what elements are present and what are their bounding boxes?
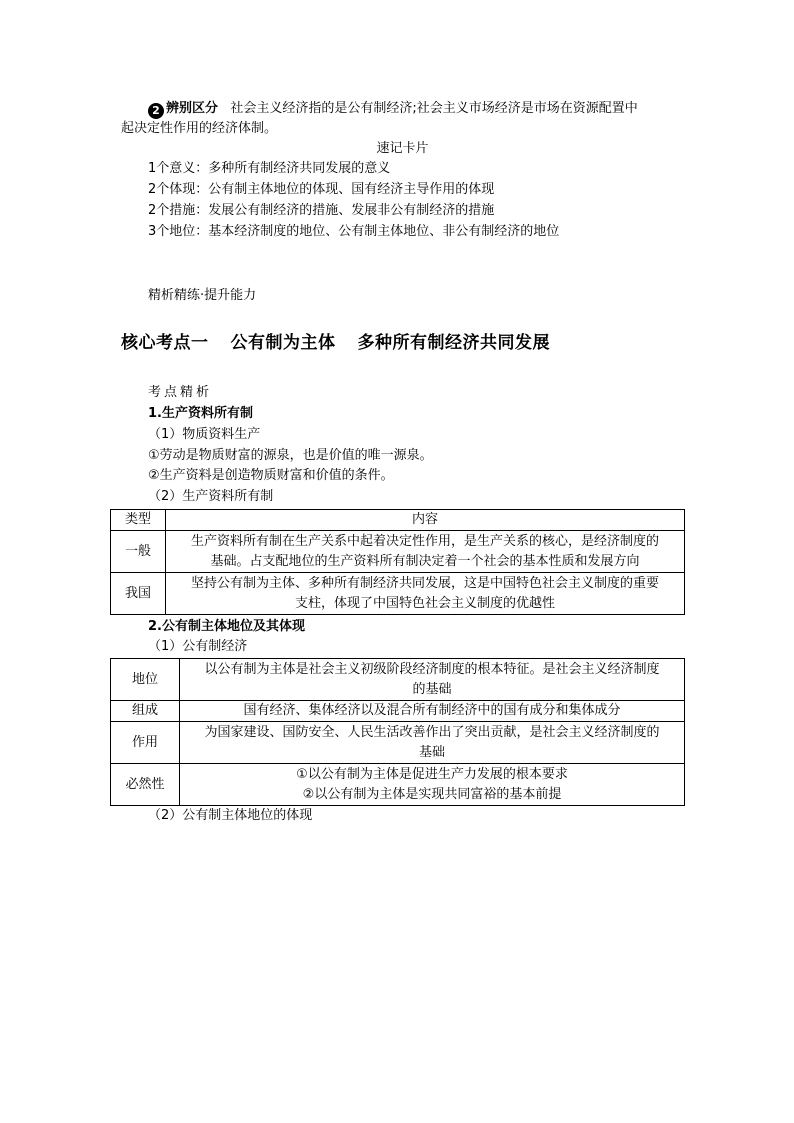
- table-row: [111, 659, 685, 701]
- sub-heading-3: （1）公有制经济: [148, 639, 248, 654]
- public-ownership-table: [110, 658, 685, 806]
- table-content-cell: [166, 531, 685, 573]
- table-header-cell: 类型: [111, 510, 166, 531]
- content-line: 为国家建设、国防安全、人民生活改善作出了突出贡献，是社会主义经济制度的: [204, 724, 660, 740]
- content-line: 支柱，体现了中国特色社会主义制度的优越性: [294, 595, 555, 611]
- table-content-cell: [180, 701, 685, 722]
- number-badge: 2: [148, 103, 164, 119]
- intro-line-2: 起决定性作用的经济体制。: [121, 121, 278, 136]
- intro-label: 辨别区分: [166, 101, 219, 116]
- table-type-cell: 我国: [111, 573, 166, 615]
- memory-card-line: 2个体现：公有制主体地位的体现、国有经济主导作用的体现: [148, 182, 495, 197]
- memory-card-title: 速记卡片: [376, 141, 429, 156]
- table-row: [111, 764, 685, 806]
- core-title-part2: 公有制为主体: [230, 333, 336, 353]
- sub-heading-4: （2）公有制主体地位的体现: [148, 808, 313, 823]
- table-type-cell: 作用: [111, 722, 180, 764]
- table-type-cell: 必然性: [111, 764, 180, 806]
- sub-heading-1: （1）物质资料生产: [148, 427, 261, 442]
- table-header-row: [111, 510, 685, 531]
- memory-card-line: 3个地位：基本经济制度的地位、公有制主体地位、非公有制经济的地位: [148, 224, 560, 239]
- table-type-cell: 一般: [111, 531, 166, 573]
- core-title-part3: 多种所有制经济共同发展: [357, 333, 550, 353]
- content-line: 的基础: [412, 681, 452, 697]
- content-line: 坚持公有制为主体、多种所有制经济共同发展，这是中国特色社会主义制度的重要: [190, 575, 659, 591]
- table-header-cell: 内容: [166, 510, 685, 531]
- item1-title: 1.生产资料所有制: [148, 406, 253, 421]
- content-line: 以公有制为主体是社会主义初级阶段经济制度的根本特征。是社会主义经济制度: [204, 661, 660, 677]
- table-row: [111, 531, 685, 573]
- table-row: [111, 573, 685, 615]
- intro-line-1: [148, 100, 688, 119]
- sub1-point-b: ②生产资料是创造物质财富和价值的条件。: [148, 468, 394, 483]
- memory-card-line: 2个措施：发展公有制经济的措施、发展非公有制经济的措施: [148, 203, 495, 218]
- memory-card-line: 1个意义：多种所有制经济共同发展的意义: [148, 161, 391, 176]
- table-content-cell: [180, 659, 685, 701]
- content-line: 基础: [418, 744, 445, 760]
- content-line: 国有经济、集体经济以及混合所有制经济中的国有成分和集体成分: [243, 703, 621, 718]
- analysis-heading: 考点精析: [148, 385, 213, 400]
- item2-title: 2.公有制主体地位及其体现: [148, 619, 305, 634]
- core-title-part1: 核心考点一: [121, 333, 209, 353]
- table-type-cell: 组成: [111, 701, 180, 722]
- table-content-cell: [180, 722, 685, 764]
- sub1-point-a: ①劳动是物质财富的源泉，也是价值的唯一源泉。: [148, 448, 433, 463]
- table-content-cell: [166, 573, 685, 615]
- table-content-cell: [180, 764, 685, 806]
- core-title: [121, 331, 550, 355]
- content-line: 生产资料所有制在生产关系中起着决定性作用，是生产关系的核心，是经济制度的: [190, 533, 659, 549]
- intro-text: 社会主义经济指的是公有制经济;社会主义市场经济是市场在资源配置中: [230, 101, 638, 116]
- content-line: ②以公有制为主体是实现共同富裕的基本前提: [302, 786, 562, 802]
- section-label: 精析精练·提升能力: [148, 288, 257, 303]
- table-row: [111, 722, 685, 764]
- content-line: 基础。占支配地位的生产资料所有制决定着一个社会的基本性质和发展方向: [210, 553, 640, 569]
- table-row: [111, 701, 685, 722]
- sub-heading-2: （2）生产资料所有制: [148, 489, 274, 504]
- ownership-table: [110, 509, 685, 615]
- content-line: ①以公有制为主体是促进生产力发展的根本要求: [296, 766, 568, 782]
- table-type-cell: 地位: [111, 659, 180, 701]
